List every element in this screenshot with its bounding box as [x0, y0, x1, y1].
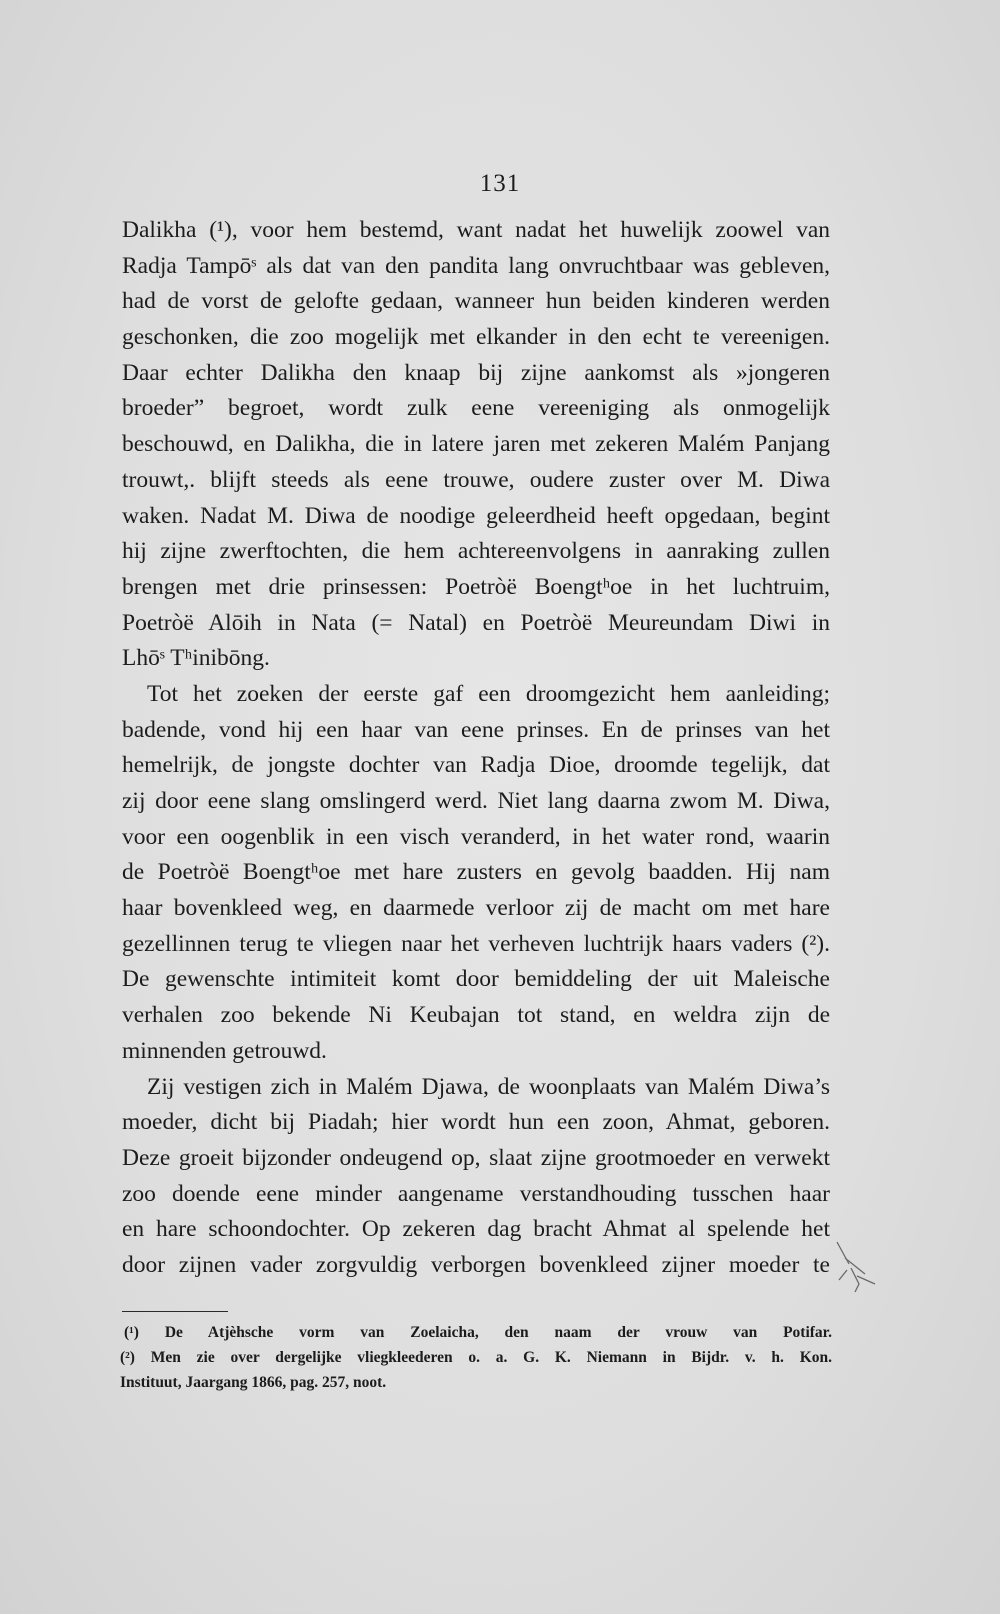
text-line: had de vorst de gelofte gedaan, wanneer hun beiden kinderen werden — [122, 288, 830, 315]
text-line: hemelrijk, de jongste dochter van Radja Dioe, droomde tegelijk, dat — [122, 752, 830, 779]
text-line: hij zijne zwerftochten, die hem achtereenvolgens in aanraking zullen — [122, 538, 830, 565]
footnotes — [120, 1320, 832, 1395]
text-line: Deze groeit bijzonder ondeugend op, slaat zijne grootmoeder en verwekt — [122, 1144, 830, 1171]
text-line: geschonken, die zoo mogelijk met elkander in den echt te vereenigen. — [122, 324, 830, 351]
text-line: voor een oogenblik in een visch veranderd, in het water rond, waarin — [122, 823, 830, 850]
text-line: gezellinnen terug te vliegen naar het verheven luchtrijk haars vaders (²). — [122, 930, 830, 957]
page-number: 131 — [479, 170, 521, 197]
footnote-1: (¹) De Atjèhsche vorm van Zoelaicha, den naam der vrouw van Potifar. — [124, 1324, 832, 1341]
text-line: Radja Tampōˢ als dat van den pandita lang onvruchtbaar was gebleven, — [122, 252, 830, 279]
text-line: en hare schoondochter. Op zekeren dag bracht Ahmat al spelende het — [122, 1216, 830, 1243]
text-line: De gewenschte intimiteit komt door bemiddeling der uit Maleische — [122, 966, 830, 993]
text-line: door zijnen vader zorgvuldig verborgen bovenkleed zijner moeder te — [122, 1251, 830, 1278]
text-line: waken. Nadat M. Diwa de noodige geleerdheid heeft opgedaan, begint — [122, 502, 830, 529]
text-line: beschouwd, en Dalikha, die in latere jaren met zekeren Malém Panjang — [122, 431, 830, 458]
text-line: Dalikha (¹), voor hem bestemd, want nadat het huwelijk zoowel van — [122, 217, 830, 243]
text-line: brengen met drie prinsessen: Poetròë Boengtʰoe in het luchtruim, — [122, 573, 830, 600]
text-line: zij door eene slang omslingerd werd. Niet lang daarna zwom M. Diwa, — [122, 788, 830, 814]
text-line: badende, vond hij een haar van eene prinses. En de prinses van het — [122, 716, 830, 743]
text-line: trouwt,. blijft steeds als eene trouwe, oudere zuster over M. Diwa — [122, 466, 830, 493]
text-line: moeder, dicht bij Piadah; hier wordt hun een zoon, Ahmat, geboren. — [122, 1109, 830, 1136]
text-line: haar bovenkleed weg, en daarmede verloor zij de macht om met hare — [122, 895, 830, 922]
footnote-2: (²) Men zie over dergelijke vliegkleederen o. a. G. K. Niemann in Bijdr. v. h. Kon. — [120, 1349, 832, 1366]
paragraph-start-line: Zij vestigen zich in Malém Djawa, de woonplaats van Malém Diwa’s — [147, 1073, 830, 1100]
footnote-divider — [122, 1311, 228, 1312]
text-line: Lhōˢ Tʰinibōng. — [122, 645, 270, 672]
body-text — [122, 213, 830, 1284]
margin-mark-icon — [835, 1240, 877, 1300]
text-line: minnenden getrouwd. — [122, 1037, 327, 1064]
text-line: zoo doende eene minder aangename verstandhouding tusschen haar — [122, 1180, 830, 1207]
paragraph-start-line: Tot het zoeken der eerste gaf een droomgezicht hem aanleiding; — [147, 680, 830, 707]
footnote-2-continued: Instituut, Jaargang 1866, pag. 257, noot. — [120, 1374, 387, 1391]
text-line: Daar echter Dalikha den knaap bij zijne aankomst als »jongeren — [122, 359, 830, 386]
text-line: Poetròë Alōih in Nata (= Natal) en Poetròë Meureundam Diwi in — [122, 609, 830, 636]
text-line: broeder” begroet, wordt zulk eene vereeniging als onmogelijk — [122, 395, 830, 422]
text-line: de Poetròë Boengtʰoe met hare zusters en gevolg baadden. Hij nam — [122, 859, 830, 886]
text-line: verhalen zoo bekende Ni Keubajan tot stand, en weldra zijn de — [122, 1002, 830, 1029]
